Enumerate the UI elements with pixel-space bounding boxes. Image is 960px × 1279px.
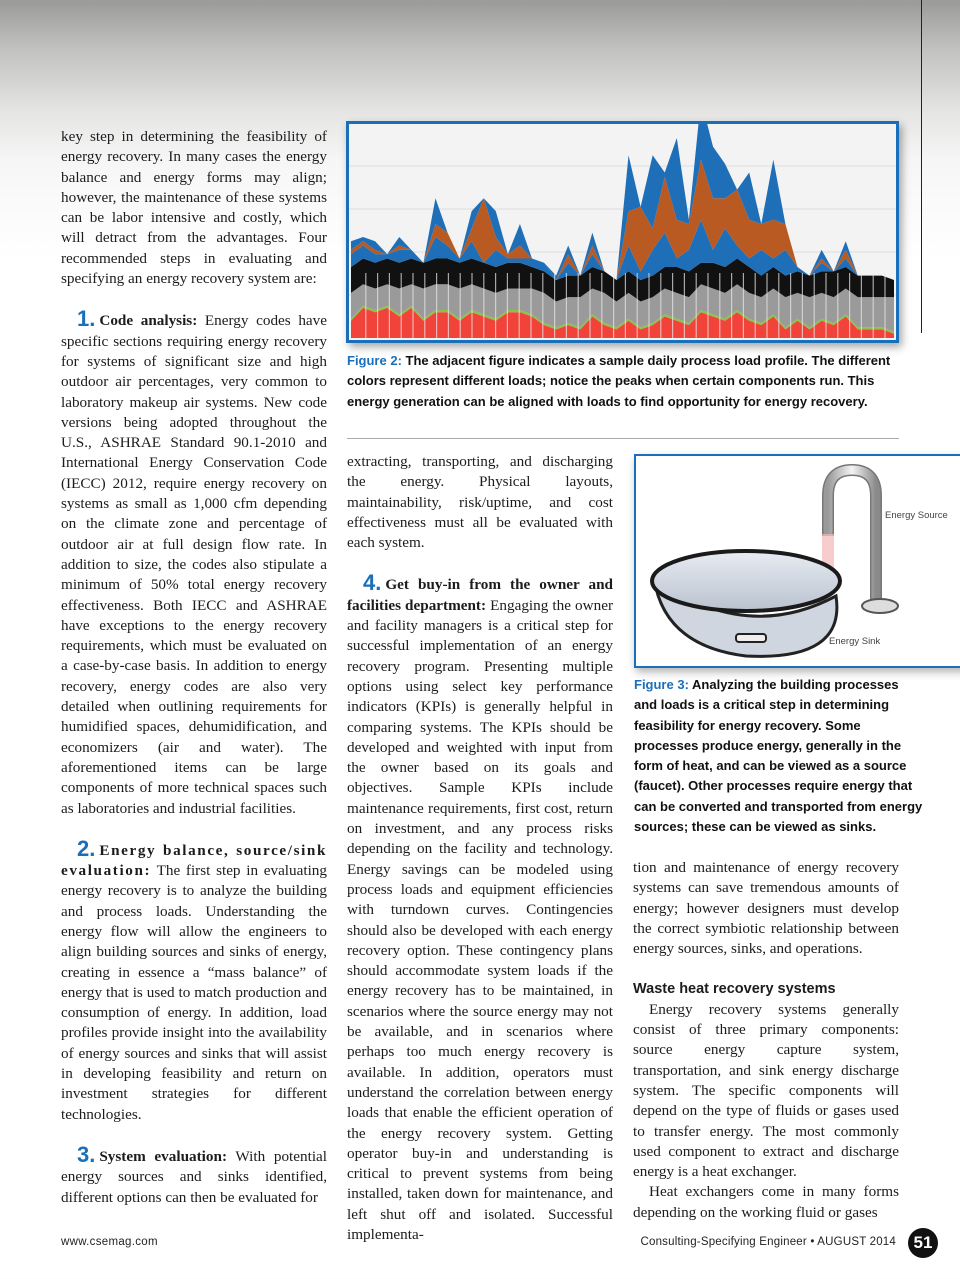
step-4 [347, 570, 613, 1245]
step-2 [61, 835, 327, 1125]
figure-3-label: Figure 3: [634, 677, 689, 692]
step-3-number: 3. [77, 1141, 96, 1167]
column-2 [347, 452, 613, 1245]
footer-website: www.csemag.com [61, 1236, 158, 1248]
step-2-heading: Energy balance, source/sink evaluation: [61, 841, 327, 880]
sink-faucet-illustration [636, 456, 960, 668]
page-divider-line [921, 0, 922, 333]
energy-source-label: Energy Source [885, 510, 948, 521]
step-1 [61, 306, 327, 818]
caption-divider [347, 438, 899, 439]
load-profile-chart [349, 124, 896, 340]
figure-2-caption [347, 351, 899, 412]
step-4-number: 4. [363, 570, 382, 596]
column-3 [633, 858, 899, 1223]
step-1-heading: Code analysis: [99, 312, 198, 330]
section-paragraph-2: Heat exchangers come in many forms depending on the working fluid or gases [633, 1183, 899, 1221]
step-3-heading: System evaluation: [99, 1147, 228, 1165]
step-2-number: 2. [77, 835, 96, 861]
figure-3-illustration [634, 454, 960, 668]
step-3-body: With potential energy sources and sinks identified, different options can then be evaluated for [61, 1147, 327, 1206]
section-paragraph-1: Energy recovery systems generally consist of three primary components: source energy capture system, transportation, and sink energy discharge system. The specific components will depend on the type of fluids or gases used to transfer energy. The most commonly used component to extract and discharge energy is a heat exchanger. [633, 1000, 899, 1181]
figure-2-chart [346, 121, 899, 343]
figure-2-label: Figure 2: [347, 353, 402, 368]
step-3 [61, 1141, 327, 1208]
step-3-continued: extracting, transporting, and discharging the energy. Physical layouts, maintainability, risk/uptime, and cost effectiveness must all be evaluated with each system. [347, 453, 613, 552]
footer-publication: Consulting-Specifying Engineer • AUGUST 2014 [640, 1236, 896, 1248]
page-number-badge: 51 [908, 1228, 938, 1258]
figure-2-caption-text: The adjacent figure indicates a sample daily process load profile. The different colors represent different loads; notice the peaks when certain components run. This energy generation can be aligned with loads to find opportunity for energy recovery. [347, 353, 891, 409]
figure-3-caption [634, 675, 924, 837]
step-1-number: 1. [77, 306, 96, 332]
figure-3-caption-text: Analyzing the building processes and loads is a critical step in determining feasibility for energy recovery. Some processes produce energy, generally in the form of heat, and can be viewed as a source (faucet). Other processes require energy that can be converted and transported from energy sources; these can be viewed as sinks. [634, 677, 923, 835]
step-4-continued: tion and maintenance of energy recovery systems can save tremendous amounts of energy; however designers must develop the correct symbiotic relationship between energy sources, sinks, and operations. [633, 859, 899, 958]
step-1-body: Energy codes have specific sections requiring energy recovery for systems of significant size and high outdoor air percentages, very common to laboratory makeup air systems. New code versions being adopted throughout the U.S., ASHRAE Standard 90.1-2010 and International Energy Conservation Code (IECC) 2012, require energy recovery on systems as small as 1,000 cfm depending on the climate zone and percentage of outdoor air at full design flow rate. In addition to size, the codes also stipulate a minimum of 50% total energy recovery effectiveness. Both IECC and ASHRAE have exceptions to the energy recovery requirements, which must be evaluated on a case-by-case basis. In addition to energy recovery, energy codes are also very detailed when outlining requirements for humidified spaces, dehumidification, and economizers (air and water). The aforementioned items can be large components of more technical spaces such as laboratories and industrial facilities. [61, 312, 327, 817]
intro-paragraph: key step in determining the feasibility of energy recovery. In many cases the energy balance and energy forms may align; however, the maintenance of these systems can be labor intensive and costly, which will detract from the advantages. Four recommended steps in evaluating and specifying an energy recovery system are: [61, 128, 327, 288]
sink-bowl-icon [652, 551, 840, 656]
step-4-heading: Get buy-in from the owner and facilities department: [347, 576, 613, 614]
step-2-body: The first step in evaluating energy recovery is to analyze the building and process loads. Understanding the energy flow will allow the engineers to align building sources and sinks of energy, creating in essence a “mass balance” of energy that is used to match production and consumption of energy. In addition, load profiles provide insight into the availability of energy sources and sinks that will assist in developing feasibility and return on investment strategies for different technologies. [61, 862, 327, 1123]
step-4-body: Engaging the owner and facility managers is a critical step for successful implementation of an energy recovery program. Presenting multiple options using select key performance indicators (KPIs) is generally helpful in comparing systems. The KPIs should be developed and weighted with input from the owner based on its goals and objectives. Sample KPIs include maintenance requirements, first cost, return on investment, and any process risks depending on the facility and technology. Energy savings can be modeled using process loads and equipment efficiencies with turndown curves. Contingencies should also be developed with each energy recovery option. These contingency plans should accommodate system loads if the energy recovery has to be maintained, in scenarios where the source energy may not be available, and in scenarios where perhaps too much energy recovery is available. In addition, operators must understand the correlation between energy loads that enable the efficient operation of the energy recovery system. Getting operator buy-in and understanding is critical to prevent systems from being installed, taken down for maintenance, and left shut off and isolated. Successful implementa- [347, 596, 613, 1243]
energy-sink-label: Energy Sink [829, 636, 881, 647]
column-1 [61, 127, 327, 1208]
section-heading: Waste heat recovery systems [633, 981, 836, 998]
